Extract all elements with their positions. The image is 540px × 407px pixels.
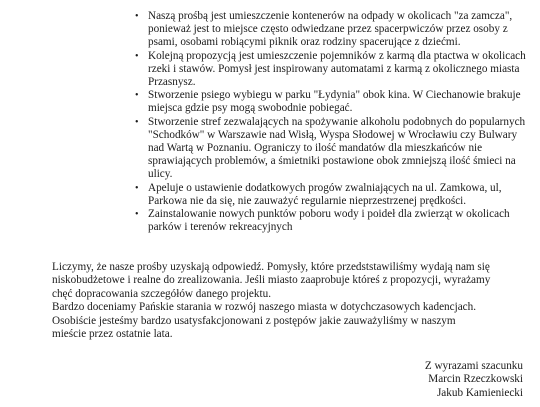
list-item [135, 89, 533, 115]
salutation: Z wyrazami szacunku [424, 360, 523, 372]
request-text: Kolejną propozycją jest umieszczenie pojemników z karmą dla ptactwa w okolicach rzeki i stawów. Pomysł jest inspirowany automatami z karmą z okolicznego miasta Przasnysz. [148, 49, 526, 89]
bullet-icon: • [135, 90, 139, 102]
request-text: Stworzenie psiego wybiegu w parku "Łydynia" obok kina. W Ciechanowie brakuje miejsca gdzie psy mogą swobodnie pobiegać. [148, 89, 521, 115]
request-text: Naszą prośbą jest umieszczenie kontenerów na odpady w okolicach "za zamcza", ponieważ jest to miejsce często odwiedzane przez spacerpwiczów przez osoby z psami, osobami robiącymi piknik oraz rodziny spacerujące z dziećmi. [148, 10, 513, 49]
request-text: Apeluje o ustawienie dodatkowych progów zwalniających na ul. Zamkowa, ul, Parkowa nie da się, nie zauważyć regularnie nieprzestrzenej prędkości. [148, 181, 502, 207]
request-text: Stworzenie stref zezwalających na spożywanie alkoholu podobnych do popularnych "Schodków" w Warszawie nad Wisłą, Wyspa Słodowej w Wrocławiu czy Bulwary nad Wartą w Poznaniu. Ograniczy to ilość mandatów dla mieszkańców nie sprawiających problemów, a śmietniki postawione obok zmniejszą ilość śmieci na ulicy. [148, 115, 526, 181]
list-item [135, 10, 533, 50]
bullet-icon: • [135, 182, 139, 194]
list-item [135, 49, 533, 90]
signer-name: Jakub Kamieniecki [436, 386, 523, 399]
bullet-icon: • [135, 11, 139, 22]
bullet-icon: • [135, 116, 139, 128]
bullet-icon: • [135, 209, 139, 221]
list-item [135, 115, 533, 182]
closing-text-1: Liczymy, że nasze prośby uzyskają odpowiedź. Pomysły, które przedststawiliśmy wydają nam się niskobudżetowe i realne do zrealizowania. Jeśli miasto zaaprobuje któreś z propozycji, wyrażamy chęć dopracowania szczegółów danego projektu. [52, 261, 491, 300]
bullet-icon: • [135, 50, 139, 62]
list-item [135, 181, 533, 208]
list-item [135, 208, 533, 234]
closing-paragraph [52, 261, 492, 341]
signature-block [425, 360, 523, 400]
requests-list [135, 10, 533, 234]
closing-text-2: Bardzo doceniamy Pańskie starania w rozwój naszego miasta w dotychczasowych kadencjach. Osobiście jesteśmy bardzo usatysfakcjonowani z postępów jakie zauważyliśmy w naszym mieście przez ostatnie lata. [52, 301, 477, 341]
request-text: Zainstalowanie nowych punktów poboru wody i poideł dla zwierząt w okolicach parków i terenów rekreacyjnych [148, 208, 510, 234]
signer-name: Marcin Rzeczkowski [428, 373, 523, 386]
